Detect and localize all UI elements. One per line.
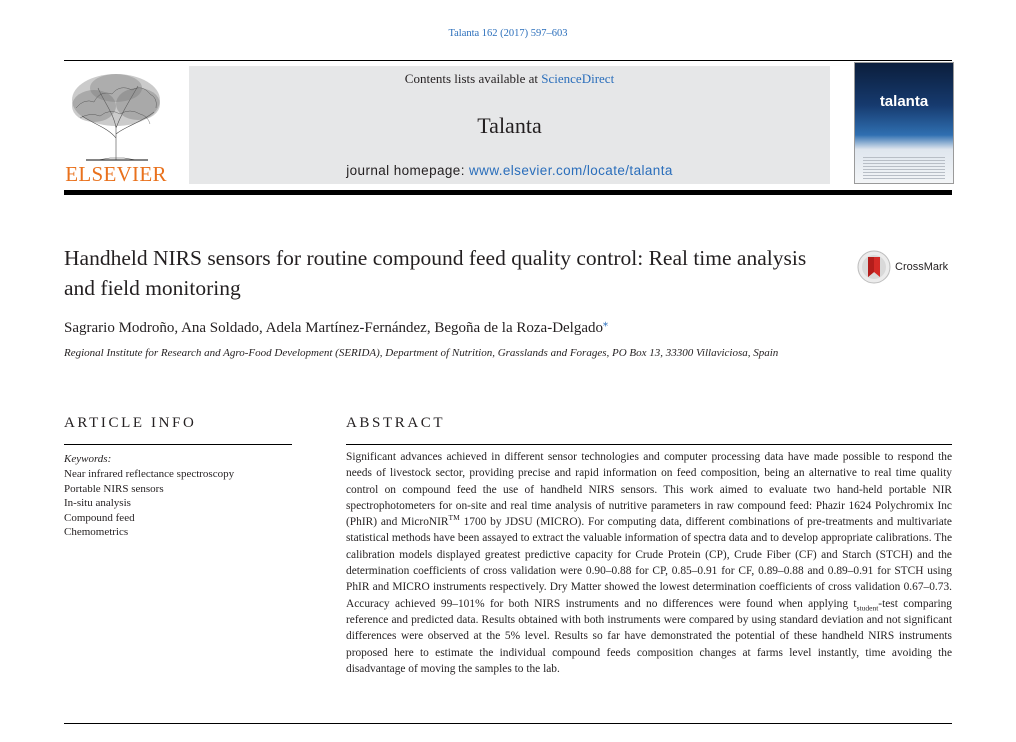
homepage-prefix: journal homepage: <box>346 163 470 178</box>
abstract-part-1: Significant advances achieved in different sensor technologies and computer processing data have made possible to respond the needs of livestock sector, providing precise and rapid information on feed composition, being an alternative to real time quality control on compound feed the use of handheld NIRS sensors. This work aimed to evaluate two hand-held portable NIR spectrophotometers for on-site and real time analysis of nutritive parameters in raw compound feed: Phazir 1624 Polychromix Inc (PhIR) and MicroNIR <box>346 451 952 529</box>
corresponding-author-mark[interactable]: ⁎ <box>603 318 609 329</box>
cover-text-lines <box>863 157 945 179</box>
abstract-part-3: -test comparing reference and predicted data. Results obtained with both instruments were compared by using standard deviation and not significant differences were observed at the 5% level. Results so far have demonstrated the potential of these handheld NIRS instruments proposed here to estimate the individual compound feeds composition changes at farms level instantly, time avoiding the disadvantage of moving the samples to the lab. <box>346 597 953 675</box>
abstract-rule <box>346 444 952 445</box>
crossmark-label: CrossMark <box>895 261 949 273</box>
cover-title: talanta <box>879 93 929 110</box>
keywords-label: Keywords: <box>64 453 112 465</box>
trademark-mark: TM <box>448 513 460 523</box>
journal-homepage <box>189 163 830 178</box>
article-info-rule <box>64 444 292 445</box>
author-list <box>64 318 944 337</box>
keyword-item: Near infrared reflectance spectroscopy <box>64 468 235 480</box>
crossmark-icon <box>857 250 891 284</box>
header-bottom-rule <box>64 190 952 195</box>
citation-link[interactable]: Talanta 162 (2017) 597–603 <box>448 28 568 39</box>
abstract-body <box>346 449 952 677</box>
article-info-heading: ARTICLE INFO <box>64 415 197 431</box>
homepage-link[interactable]: www.elsevier.com/locate/talanta <box>469 163 673 178</box>
contents-prefix: Contents lists available at <box>404 71 542 86</box>
article-title: Handheld NIRS sensors for routine compound feed quality control: Real time analysis and field monitoring <box>64 246 807 300</box>
journal-cover-image[interactable] <box>854 62 954 184</box>
student-subscript: student <box>856 602 879 612</box>
keyword-item: Chemometrics <box>64 526 129 538</box>
affiliation: Regional Institute for Research and Agro-Food Development (SERIDA), Department of Nutrition, Grasslands and Forages, PO Box 13, 33300 Villaviciosa, Spain <box>64 347 779 359</box>
elsevier-wordmark[interactable]: ELSEVIER <box>65 162 167 186</box>
keyword-item: Compound feed <box>64 511 135 524</box>
contents-line <box>189 71 830 87</box>
sciencedirect-link[interactable]: ScienceDirect <box>541 71 615 86</box>
journal-citation[interactable] <box>0 28 1016 39</box>
authors-names[interactable]: Sagrario Modroño, Ana Soldado, Adela Martínez-Fernández, Begoña de la Roza-Delgado <box>64 320 604 336</box>
abstract-heading: ABSTRACT <box>346 415 446 431</box>
abstract-part-2: 1700 by JDSU (MICRO). For computing data, different combinations of pre-treatments and multivariate statistical methods have been assayed to extract the valuable information of spectra data and to develop appropriate calibrations. The calibration models displayed greatest predictive capacity for Crude Protein (CP), Crude Fiber (CF) and Starch (STCH) and the determination coefficients of cross validation were 0.90–0.88 for CP, 0.85–0.91 for CF, 0.89–0.88 and 0.89–0.91 for STCH using PhIR and MICRO instruments respectively. Dry Matter showed the lowest determination coefficients of cross validation 0.67–0.73. Accuracy achieved 99–101% for both NIRS instruments and no differences were found when applying t <box>346 516 952 610</box>
keyword-item: Portable NIRS sensors <box>64 482 164 495</box>
keyword-list <box>64 467 304 540</box>
journal-name: Talanta <box>477 113 542 138</box>
abstract-bottom-rule <box>64 723 952 724</box>
header-top-rule <box>64 60 952 61</box>
keyword-item: In-situ analysis <box>64 497 131 509</box>
crossmark-badge[interactable] <box>857 250 957 286</box>
